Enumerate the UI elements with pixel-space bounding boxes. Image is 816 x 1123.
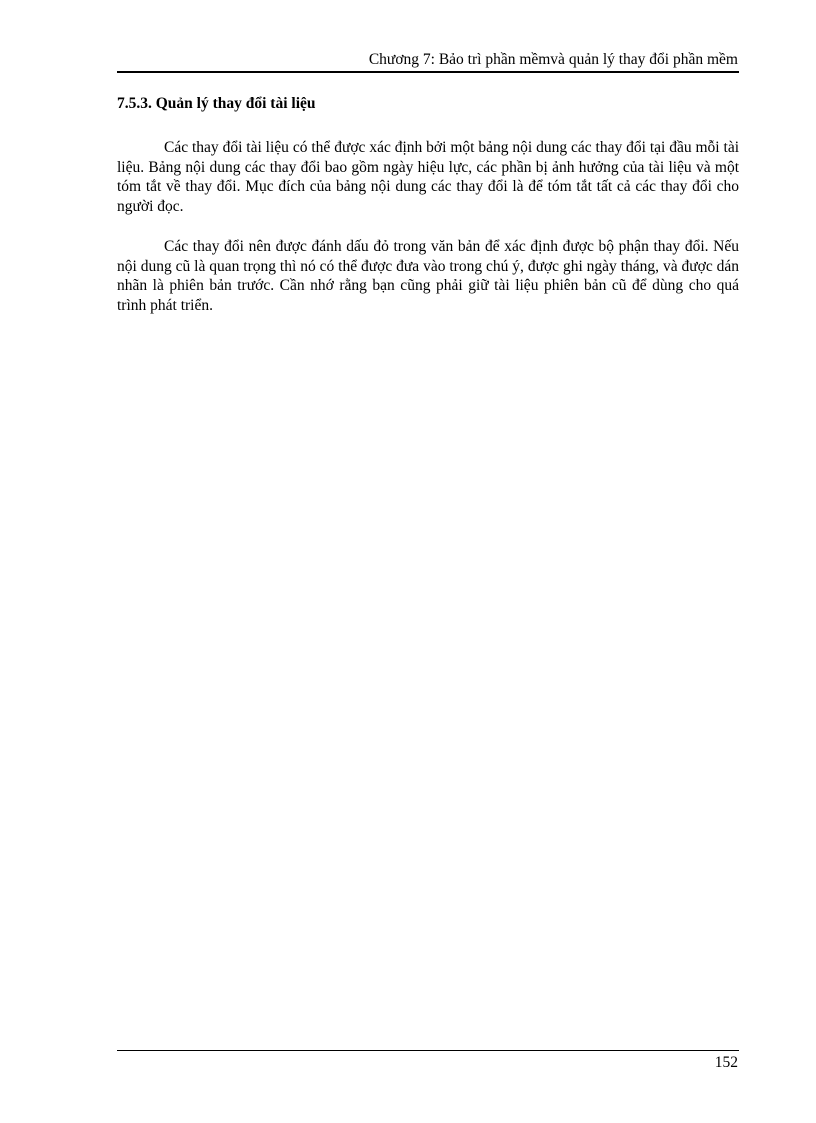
footer-divider bbox=[117, 1050, 739, 1051]
page-number: 152 bbox=[714, 1054, 738, 1071]
chapter-header-title: Chương 7: Bảo trì phần mềmvà quản lý thay đổi phần mềm bbox=[368, 51, 738, 68]
body-paragraph-2: Các thay đổi nên được đánh dấu đỏ trong văn bản để xác định được bộ phận thay đổi. Nếu nội dung cũ là quan trọng thì nó có thể được đưa vào trong chú ý, được ghi ngày tháng, và được dán nhãn là phiên bản trước. Cần nhớ rằng bạn cũng phải giữ tài liệu phiên bản cũ để dùng cho quá trình phát triển. bbox=[117, 238, 739, 315]
body-paragraph-1: Các thay đổi tài liệu có thể được xác định bởi một bảng nội dung các thay đổi tại đầu mỗi tài liệu. Bảng nội dung các thay đổi bao gồm ngày hiệu lực, các phần bị ảnh hưởng của tài liệu và một tóm tắt về thay đổi. Mục đích của bảng nội dung các thay đổi là để tóm tắt tất cả các thay đổi cho người đọc. bbox=[117, 139, 739, 216]
header-divider bbox=[117, 71, 739, 73]
section-heading: 7.5.3. Quản lý thay đổi tài liệu bbox=[117, 95, 316, 112]
